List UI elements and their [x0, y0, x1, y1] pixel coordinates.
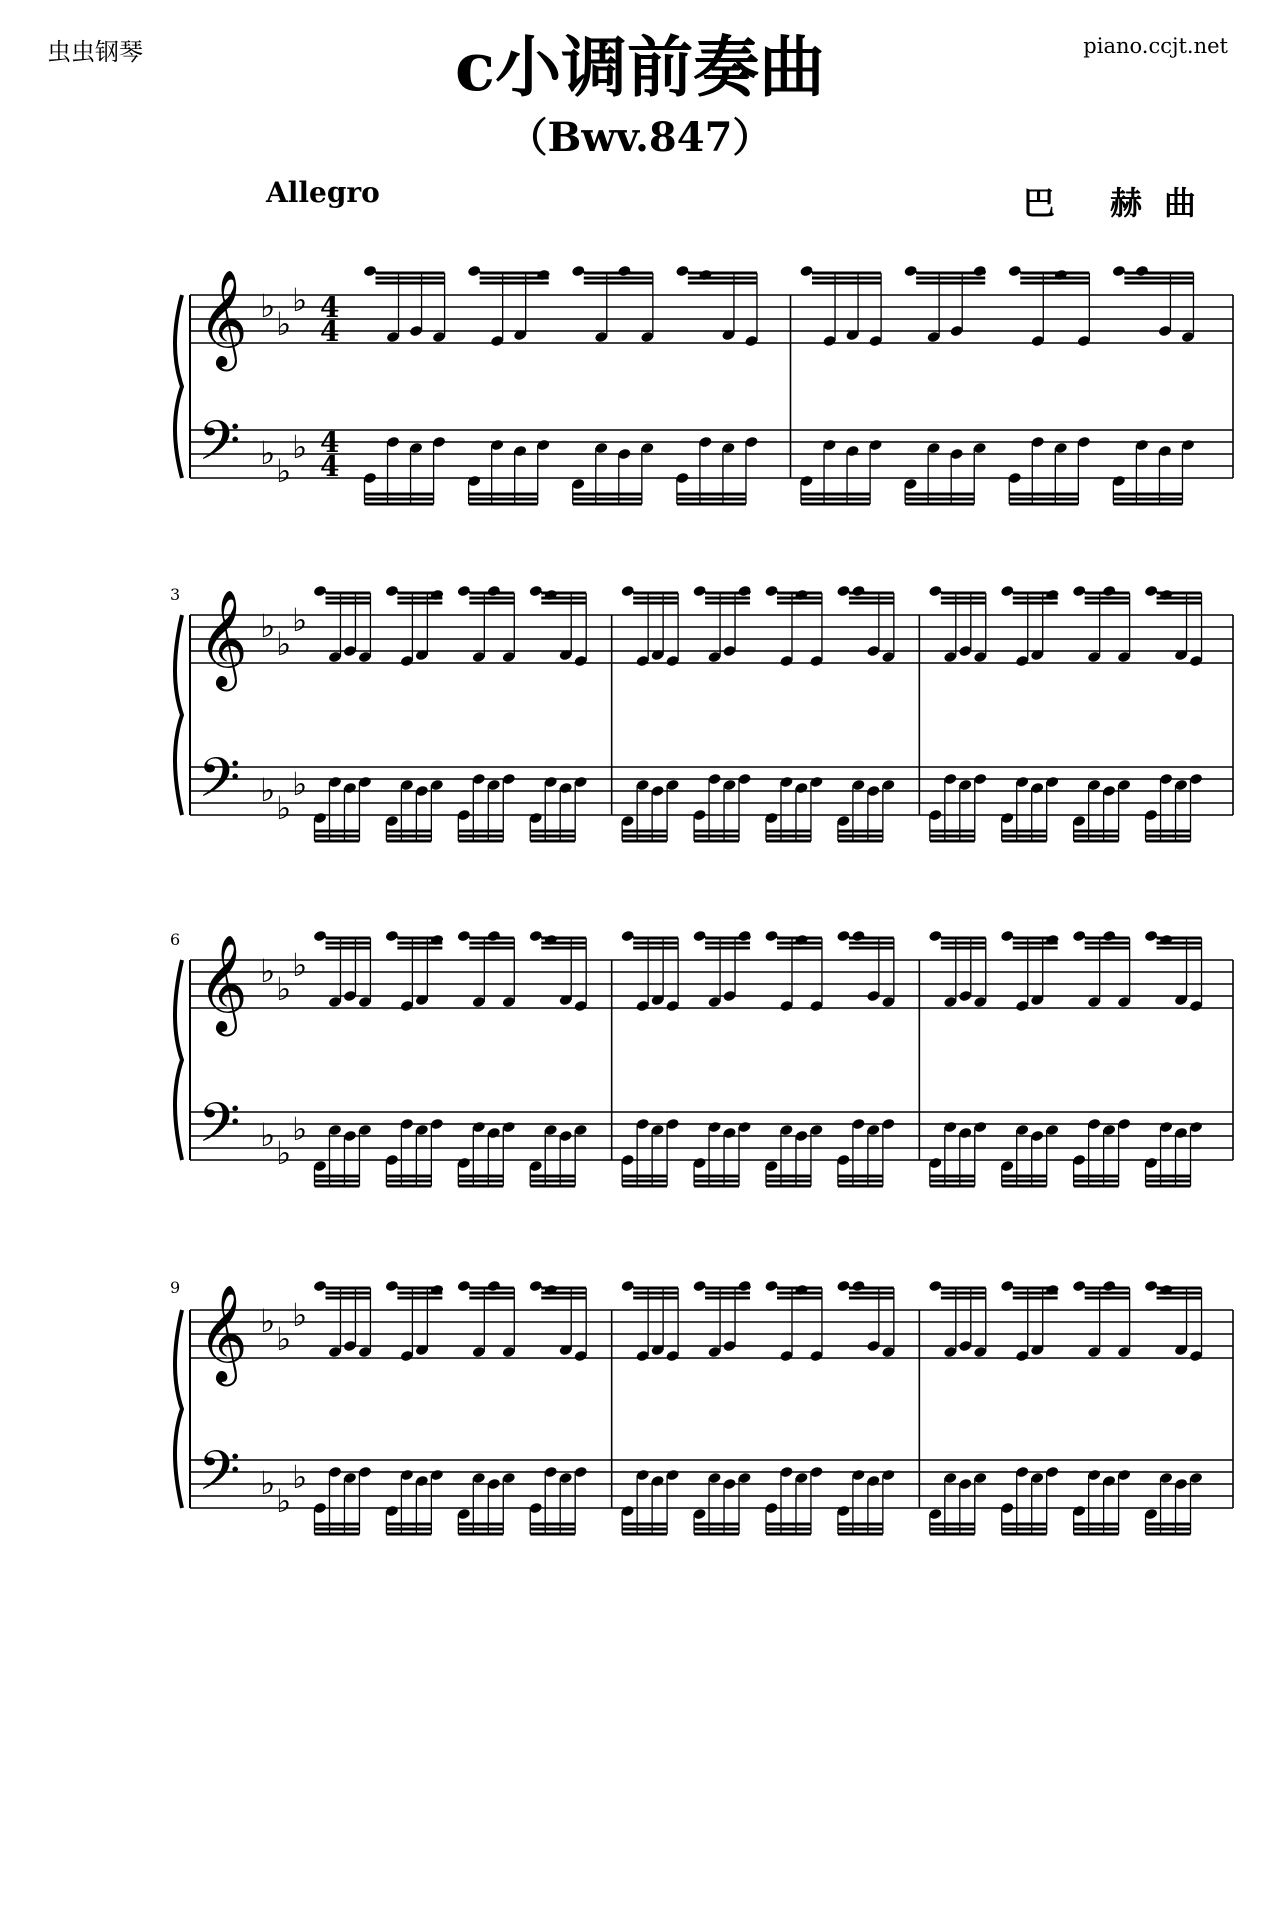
flat-icon: ♭: [260, 607, 276, 645]
brace-icon: [175, 615, 182, 815]
flat-icon: ♭: [260, 287, 276, 325]
piece-title: c小调前奏曲: [454, 28, 826, 106]
flat-icon: ♭: [260, 952, 276, 990]
score-system: [175, 265, 1233, 504]
flat-icon: ♭: [276, 789, 292, 827]
time-signature-top: 4: [320, 426, 340, 459]
score-system: [170, 930, 1233, 1186]
flat-icon: ♭: [276, 305, 292, 343]
flat-icon: ♭: [260, 771, 276, 809]
flat-icon: ♭: [292, 1296, 308, 1334]
brace-icon: [175, 960, 182, 1160]
flat-icon: ♭: [292, 765, 308, 803]
time-signature-top: 4: [320, 291, 340, 324]
flat-icon: ♭: [276, 625, 292, 663]
flat-icon: ♭: [276, 1134, 292, 1172]
flat-icon: ♭: [292, 601, 308, 639]
bass-staff: [190, 409, 1233, 490]
treble-clef-icon: 𝄞: [198, 934, 248, 1032]
flat-icon: ♭: [276, 970, 292, 1008]
piece-catalog-number: （Bwv.847）: [507, 114, 773, 161]
flat-icon: ♭: [292, 428, 308, 466]
site-url: piano.ccjt.net: [1083, 34, 1228, 58]
flat-icon: ♭: [260, 1302, 276, 1340]
score-system: [170, 585, 1233, 841]
measure-number: 6: [170, 930, 181, 949]
flat-icon: ♭: [276, 1482, 292, 1520]
flat-icon: ♭: [292, 281, 308, 319]
flat-icon: ♭: [292, 1110, 308, 1148]
flat-icon: ♭: [292, 946, 308, 984]
bass-clef-icon: 𝄢: [198, 746, 241, 823]
measure-number: 3: [170, 585, 181, 604]
treble-clef-icon: 𝄞: [198, 589, 248, 687]
flat-icon: ♭: [260, 1116, 276, 1154]
flat-icon: ♭: [276, 452, 292, 490]
site-name: 虫虫钢琴: [47, 38, 143, 66]
treble-clef-icon: 𝄞: [198, 1284, 248, 1382]
treble-clef-icon: 𝄞: [198, 269, 248, 367]
score-system: [170, 1278, 1233, 1534]
brace-icon: [175, 1310, 182, 1508]
measure: [363, 265, 759, 504]
bass-clef-icon: 𝄢: [198, 1439, 241, 1516]
flat-icon: ♭: [260, 434, 276, 472]
bass-clef-icon: 𝄢: [198, 1091, 241, 1168]
flat-icon: ♭: [260, 1464, 276, 1502]
flat-icon: ♭: [292, 1458, 308, 1496]
composer-name: 巴 赫曲: [1022, 184, 1218, 222]
tempo-marking: Allegro: [266, 176, 380, 209]
time-signature-bottom: 4: [320, 315, 340, 348]
flat-icon: ♭: [276, 1320, 292, 1358]
measure-number: 9: [170, 1278, 181, 1297]
brace-icon: [175, 295, 182, 478]
bass-clef-icon: 𝄢: [198, 409, 241, 486]
measure: [799, 265, 1195, 504]
time-signature-bottom: 4: [320, 450, 340, 483]
